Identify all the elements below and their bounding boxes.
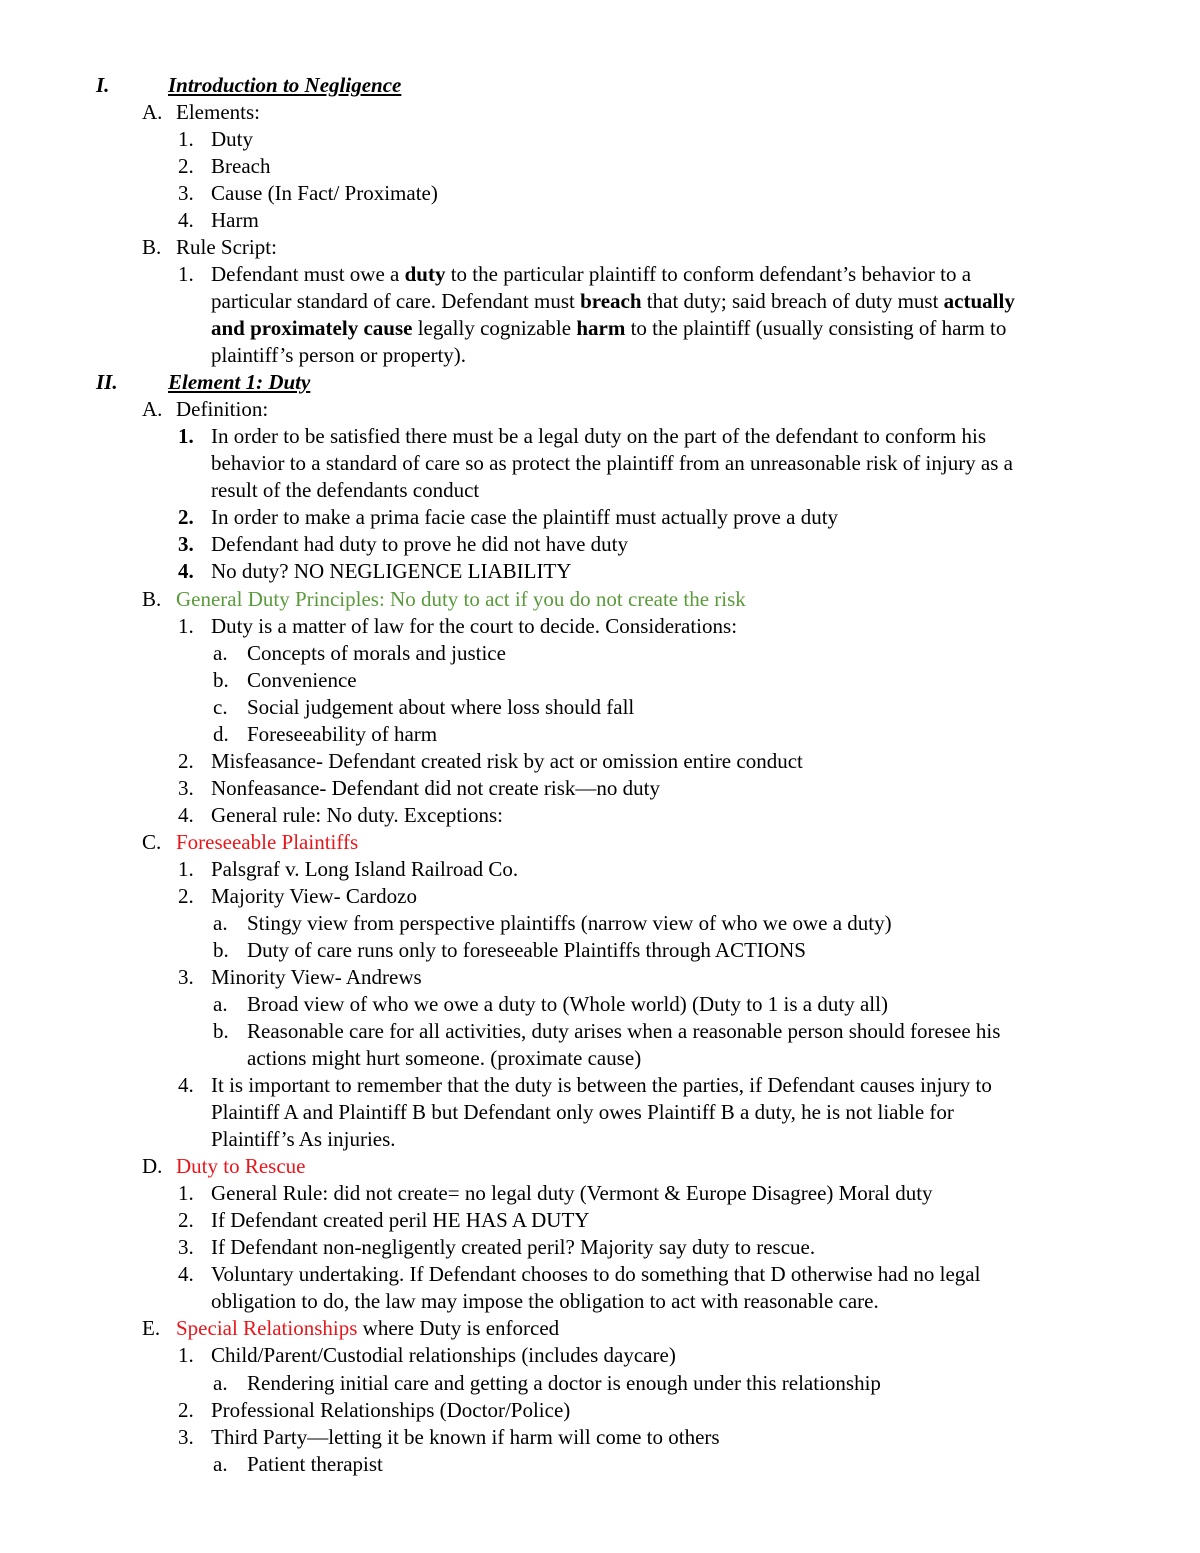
section-heading-1 xyxy=(96,72,401,99)
section-number: I. xyxy=(96,73,110,97)
section-title: Element 1: Duty xyxy=(168,370,311,394)
document-page: I. Introduction to Negligence A. Elements: 1. Duty 2. Breach 3. Cause (In Fact/ Proximate) 4. Harm B. Rule Script: 1. Defendant must owe a duty to the particular plaintiff to conform defendant’s behavior to a particular standard of care. Defendant must breach that duty; said breach of duty must actually and proximately cause legally cognizable harm to the plaintiff (usually consisting of harm to plaintiff’s person or property). II. Element 1: Duty A. Definition: 1. In order to be satisfied there must be a legal duty on the part of the defendant to conform his behavior to a standard of care so as protect the plaintiff from an unreasonable risk of injury as a result of the defendants conduct 2. In order to make a prima facie case the plaintiff must actually prove a duty 3. Defendant had duty to prove he did not have duty 4. No duty? NO NEGLIGENCE LIABILITY B. General Duty Principles: No duty to act if you do not create the risk 1. Duty is a matter of law for the court to decide. Considerations: a. Concepts of morals and justice b. Convenience c. Social judgement about where loss should fall d. Foreseeability of harm 2. Misfeasance- Defendant created risk by act or omission entire conduct 3. Nonfeasance- Defendant did not create risk—no duty 4. General rule: No duty. Exceptions: C. Foreseeable Plaintiffs 1. Palsgraf v. Long Island Railroad Co. 2. Majority View- Cardozo a. Stingy view from perspective plaintiffs (narrow view of who we owe a duty) b. Duty of care runs only to foreseeable Plaintiffs through ACTIONS 3. Minority View- Andrews a. Broad view of who we owe a duty to (Whole world) (Duty to 1 is a duty all) b. Reasonable care for all activities, duty arises when a reasonable person should foresee his actions might hurt someone. (proximate cause) 4. It is important to remember that the duty is between the parties, if Defendant causes injury to Plaintiff A and Plaintiff B but Defendant only owes Plaintiff B a duty, he is not liable for Plaintiff’s As injuries. D. Duty to Rescue 1. General Rule: did not create= no legal duty (Vermont & Europe Disagree) Moral duty 2. If Defendant created peril HE HAS A DUTY 3. If Defendant non-negligently created peril? Majority say duty to rescue. 4. Voluntary undertaking. If Defendant chooses to do something that D otherwise had no legal obligation to do, the law may impose the obligation to act with reasonable care. E. Special Relationships where Duty is enforced 1. Child/Parent/Custodial relationships (includes daycare) a. Rendering initial care and getting a doctor is enough under this relationship 2. Professional Relationships (Doctor/Police) 3. Third Party—letting it be known if harm will come to others a. Patient therapist xyxy=(96,73,1015,1476)
section-heading-2 xyxy=(96,369,310,396)
section-title: Introduction to Negligence xyxy=(168,73,402,97)
section-number: II. xyxy=(96,370,118,394)
